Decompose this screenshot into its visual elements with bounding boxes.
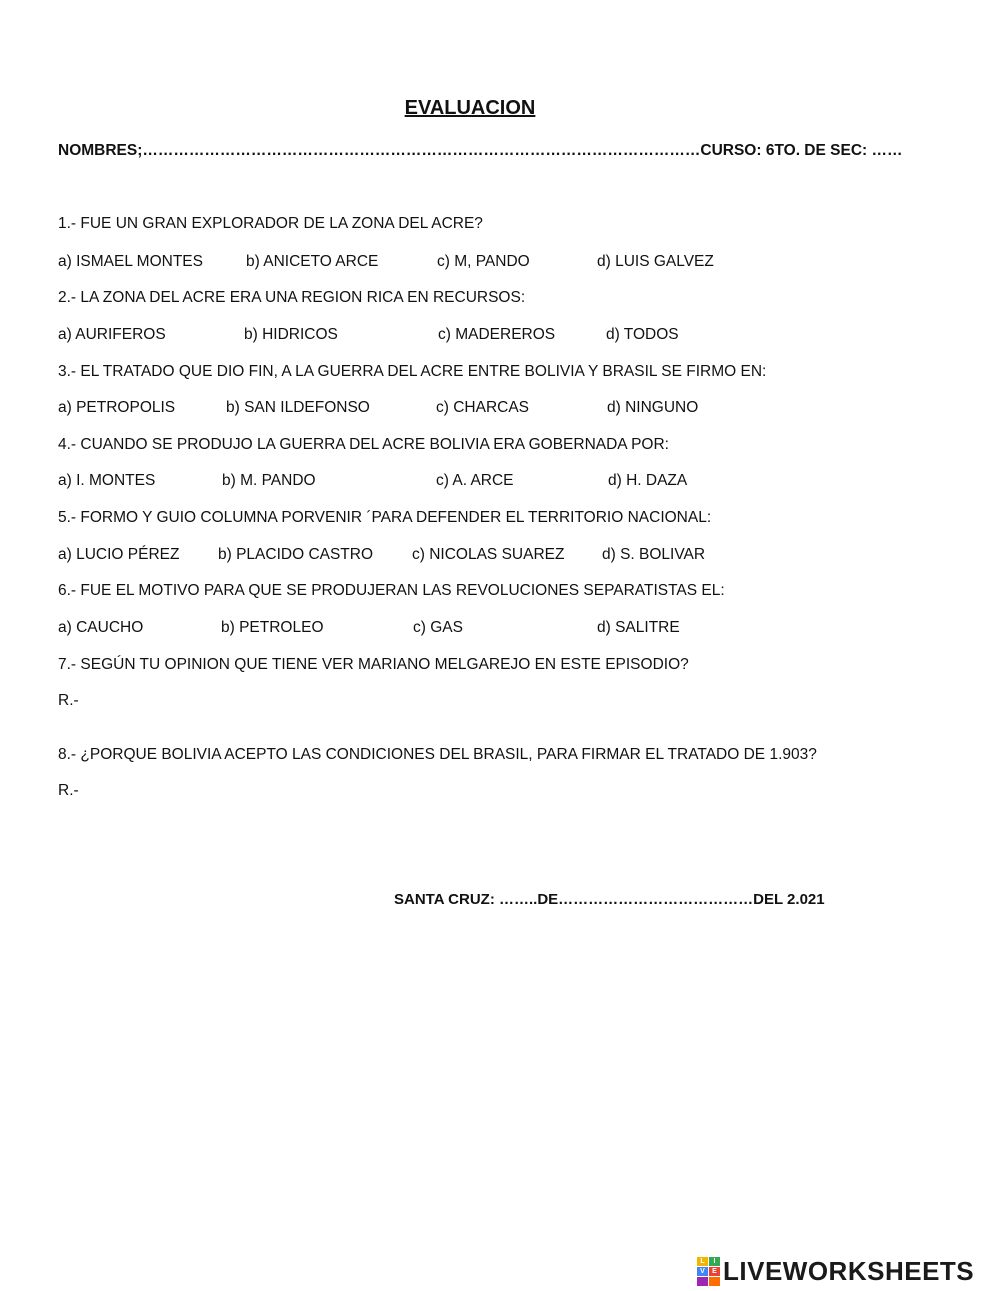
q3-option-c: c) CHARCAS [436, 399, 530, 416]
logo-text: LIVEWORKSHEETS [723, 1255, 975, 1286]
q3-option-b: b) SAN ILDEFONSO [226, 399, 370, 416]
question-8: 8.- ¿PORQUE BOLIVIA ACEPTO LAS CONDICIONES DEL BRASIL, PARA FIRMAR EL TRATADO DE 1.903? [58, 746, 817, 763]
q4-option-c: c) A. ARCE [436, 472, 514, 489]
page-title: EVALUACION [404, 97, 536, 119]
question-6: 6.- FUE EL MOTIVO PARA QUE SE PRODUJERAN LAS REVOLUCIONES SEPARATISTAS EL: [58, 582, 725, 599]
q4-option-a: a) I. MONTES [58, 472, 156, 489]
liveworksheets-logo[interactable] [697, 1256, 974, 1286]
q7-answer-field[interactable]: R.- [58, 692, 79, 709]
logo-mark-icon: L I V E [697, 1257, 720, 1286]
question-3: 3.- EL TRATADO QUE DIO FIN, A LA GUERRA DEL ACRE ENTRE BOLIVIA Y BRASIL SE FIRMO EN: [58, 363, 767, 380]
name-course-line: NOMBRES;………………………………………………………………………………………………CURSO: 6TO. DE SEC: …… [58, 142, 903, 159]
q6-option-c: c) GAS [413, 619, 463, 636]
q1-option-a: a) ISMAEL MONTES [58, 253, 203, 270]
q1-option-c: c) M, PANDO [437, 253, 530, 270]
question-1: 1.- FUE UN GRAN EXPLORADOR DE LA ZONA DEL ACRE? [58, 215, 483, 232]
q4-option-d: d) H. DAZA [608, 472, 688, 489]
q5-option-b: b) PLACIDO CASTRO [218, 546, 374, 563]
q4-option-b: b) M. PANDO [222, 472, 316, 489]
question-4: 4.- CUANDO SE PRODUJO LA GUERRA DEL ACRE BOLIVIA ERA GOBERNADA POR: [58, 436, 669, 453]
q1-option-d: d) LUIS GALVEZ [597, 253, 714, 270]
q1-option-b: b) ANICETO ARCE [246, 253, 379, 270]
question-5: 5.- FORMO Y GUIO COLUMNA PORVENIR ´PARA DEFENDER EL TERRITORIO NACIONAL: [58, 509, 712, 526]
q5-option-a: a) LUCIO PÉREZ [58, 546, 180, 563]
q3-option-d: d) NINGUNO [607, 399, 699, 416]
q6-option-a: a) CAUCHO [58, 619, 144, 636]
date-signature-line: SANTA CRUZ: ……..DE…………………………………DEL 2.021 [394, 891, 825, 908]
q2-option-c: c) MADEREROS [438, 326, 556, 343]
q2-option-d: d) TODOS [606, 326, 679, 343]
q6-option-b: b) PETROLEO [221, 619, 324, 636]
q2-option-a: a) AURIFEROS [58, 326, 166, 343]
q5-option-d: d) S. BOLIVAR [602, 546, 706, 563]
q8-answer-field[interactable]: R.- [58, 782, 79, 799]
question-2: 2.- LA ZONA DEL ACRE ERA UNA REGION RICA EN RECURSOS: [58, 289, 526, 306]
question-7: 7.- SEGÚN TU OPINION QUE TIENE VER MARIANO MELGAREJO EN ESTE EPISODIO? [58, 656, 689, 673]
q5-option-c: c) NICOLAS SUAREZ [412, 546, 565, 563]
q3-option-a: a) PETROPOLIS [58, 399, 176, 416]
q2-option-b: b) HIDRICOS [244, 326, 338, 343]
q6-option-d: d) SALITRE [597, 619, 680, 636]
